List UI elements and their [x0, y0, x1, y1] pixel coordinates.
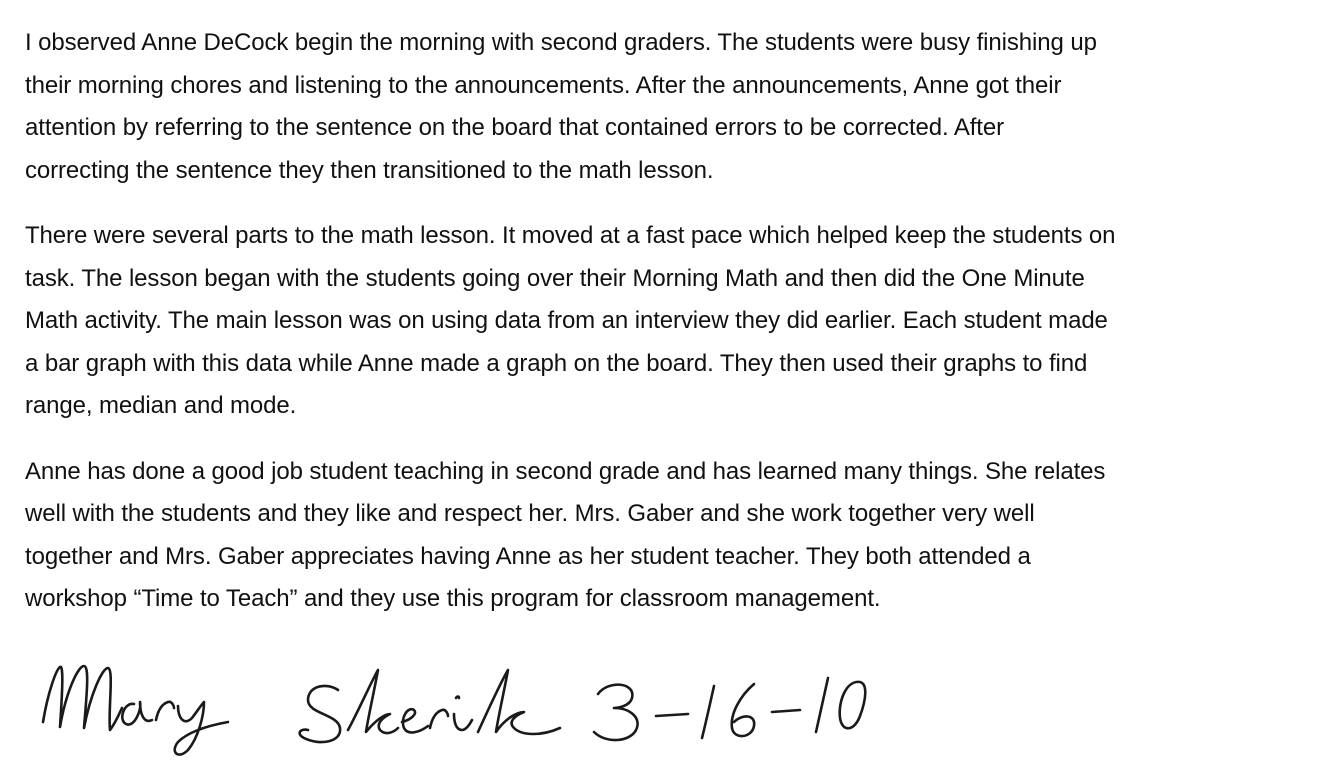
- signature-drawing: [38, 652, 868, 762]
- text-line: their morning chores and listening to the announcements. After the announcements, Anne got their: [25, 71, 1062, 99]
- text-line: together and Mrs. Gaber appreciates having Anne as her student teacher. They both attended a: [25, 542, 1031, 570]
- text-line: range, median and mode.: [25, 392, 297, 419]
- paragraph-2: [25, 215, 1325, 428]
- text-line: workshop “Time to Teach” and they use this program for classroom management.: [25, 585, 881, 612]
- text-line: correcting the sentence they then transitioned to the math lesson.: [25, 156, 714, 184]
- text-line: task. The lesson began with the students going over their Morning Math and then did the One Minute: [25, 264, 1085, 292]
- text-line: There were several parts to the math lesson. It moved at a fast pace which helped keep the students on: [25, 222, 1116, 249]
- letter-body: [25, 22, 1325, 644]
- paragraph-1: [25, 22, 1325, 192]
- paragraph-3: [25, 451, 1325, 621]
- text-line: Anne has done a good job student teaching in second grade and has learned many things. She relates: [25, 457, 1106, 485]
- text-line: attention by referring to the sentence on the board that contained errors to be corrected. After: [25, 114, 1005, 141]
- text-line: Math activity. The main lesson was on using data from an interview they did earlier. Each student made: [25, 307, 1108, 334]
- text-line: well with the students and they like and respect her. Mrs. Gaber and she work together very well: [25, 500, 1035, 527]
- text-line: I observed Anne DeCock begin the morning with second graders. The students were busy finishing up: [25, 29, 1097, 56]
- handwritten-signature: [38, 652, 868, 762]
- text-line: a bar graph with this data while Anne made a graph on the board. They then used their graphs to find: [25, 349, 1088, 377]
